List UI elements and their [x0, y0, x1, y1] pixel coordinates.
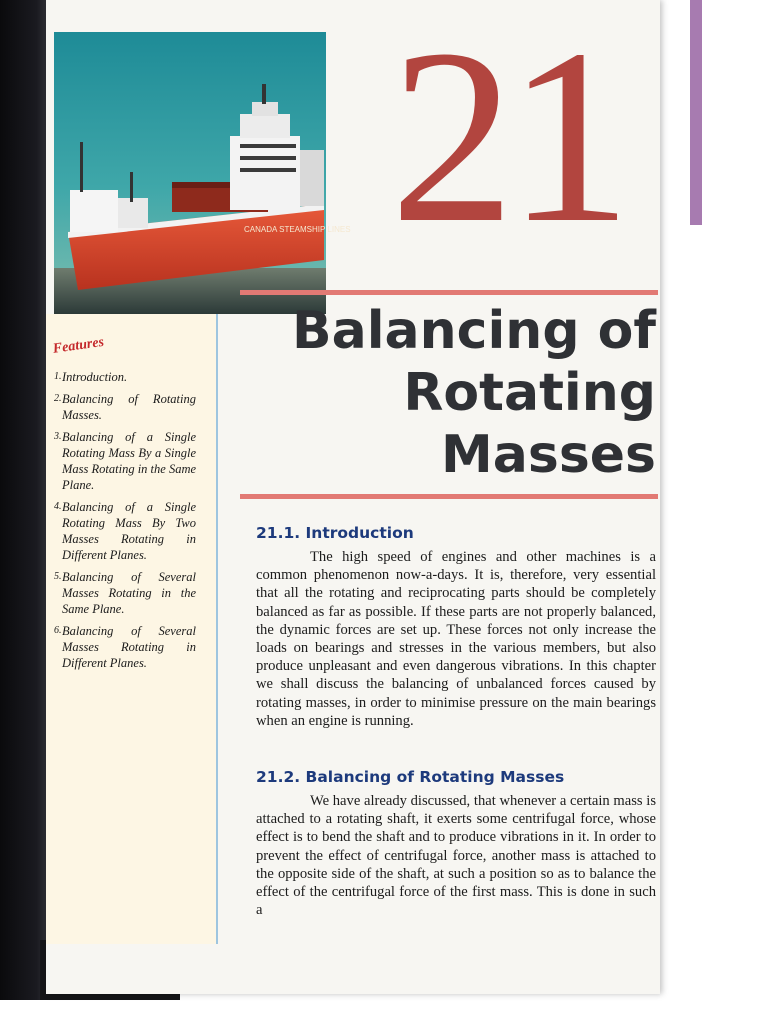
features-item-text: Balancing of a Single Rotating Mass By a Single Mass Rotating in the Same Plane. — [62, 430, 197, 492]
features-item-number: 5. — [54, 571, 62, 582]
ship-hull-name: CANADA STEAMSHIP LINES — [244, 225, 351, 234]
features-item-text: Balancing of Several Masses Rotating in Different Planes. — [62, 624, 196, 670]
section-body-rotating-masses: We have already discussed, that whenever a certain mass is attached to a rotating shaft, it exerts some centrifugal force, whose effect is to bend the shaft and to produce vibrations in it. In order to prevent the effect of centrifugal force, another mass is attached to the opposite side of the shaft, at such a position so as to balance the effect of the centrifugal force of the first mass. This is done in such a — [256, 793, 656, 919]
features-item-number: 3. — [54, 431, 62, 442]
features-list — [54, 369, 196, 677]
features-item-text: Balancing of Several Masses Rotating in the Same Plane. — [62, 570, 196, 616]
cargo-ship-image — [54, 32, 351, 314]
ship-photo — [54, 32, 351, 314]
features-item-number: 1. — [54, 371, 62, 382]
features-item-text: Balancing of Rotating Masses. — [62, 392, 196, 422]
features-item-number: 2. — [54, 393, 62, 404]
features-item — [54, 499, 196, 563]
section-heading-rotating-masses: 21.2. Balancing of Rotating Masses — [256, 768, 565, 786]
chapter-title-line-3: Masses — [441, 425, 656, 485]
title-rule-bottom — [240, 494, 658, 499]
features-item-text: Introduction. — [62, 370, 128, 384]
chapter-title — [236, 300, 656, 486]
features-item — [54, 369, 196, 385]
page-edge-strip — [690, 0, 702, 225]
features-sidebar — [46, 314, 218, 944]
title-rule-top — [240, 290, 658, 295]
chapter-title-line-2: Rotating — [403, 363, 656, 423]
section-body-introduction: The high speed of engines and other machines is a common phenomenon now-a-days. It is, therefore, very essential that all the rotating and reciprocating parts should be completely balanced as far as possible. If these parts are not properly balanced, the dynamic forces are set up. These forces not only increase the loads on bearings and stresses in the various members, but also produce unpleasant and even dangerous vibrations. In this chapter we shall discuss the balancing of unbalanced forces caused by rotating masses, in order to minimise pressure on the main bearings when an engine is running. — [256, 549, 656, 729]
chapter-title-line-1: Balancing of — [292, 301, 656, 361]
book-spine-shadow — [0, 0, 52, 1000]
features-item-number: 4. — [54, 501, 62, 512]
features-item — [54, 429, 196, 493]
section-heading-introduction: 21.1. Introduction — [256, 524, 414, 542]
book-page — [46, 0, 660, 994]
features-item-text: Balancing of a Single Rotating Mass By Two Masses Rotating in Different Planes. — [62, 500, 196, 562]
features-heading: Features — [52, 334, 105, 357]
features-item — [54, 623, 196, 671]
features-item — [54, 391, 196, 423]
chapter-number: 21 — [390, 0, 624, 275]
features-item-number: 6. — [54, 625, 62, 636]
features-item — [54, 569, 196, 617]
